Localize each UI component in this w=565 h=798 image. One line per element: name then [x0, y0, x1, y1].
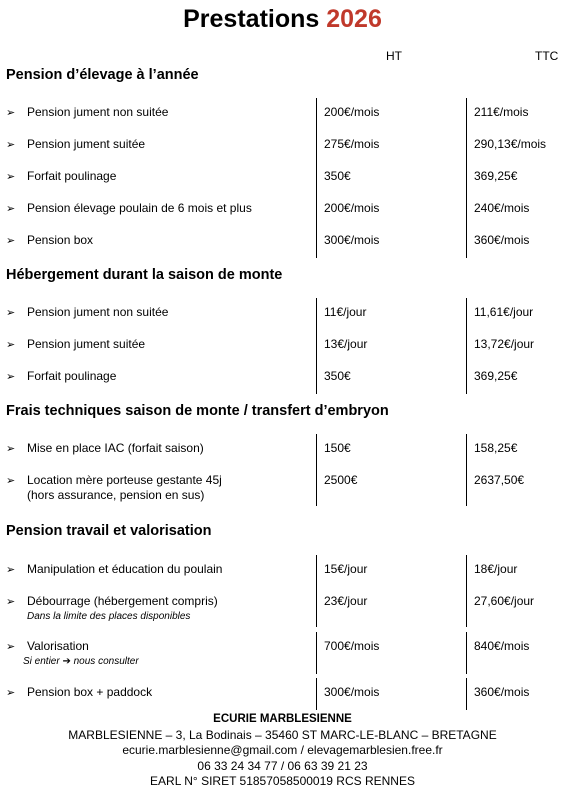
list-item: [0, 434, 565, 466]
price-ttc: 840€/mois: [466, 632, 565, 674]
price-ttc: 369,25€: [466, 162, 565, 194]
page-title: [0, 4, 565, 34]
price-ttc: 13,72€/jour: [466, 330, 565, 362]
item-note: Si entier ➔ nous consulter: [23, 656, 139, 667]
price-ttc: 290,13€/mois: [466, 130, 565, 162]
list-item: [0, 130, 565, 162]
price-ttc: 240€/mois: [466, 194, 565, 226]
arrow-bullet-icon: ➢: [6, 564, 16, 576]
item-label: Forfait poulinage: [27, 369, 117, 383]
price-ttc: 11,61€/jour: [466, 298, 565, 330]
arrow-bullet-icon: ➢: [6, 307, 16, 319]
price-ttc: 360€/mois: [466, 678, 565, 710]
arrow-bullet-icon: ➢: [6, 139, 16, 151]
section-title-hebergement: Hébergement durant la saison de monte: [6, 267, 283, 283]
list-item: [0, 194, 565, 226]
price-ttc: 360€/mois: [466, 226, 565, 258]
item-sublabel: (hors assurance, pension en sus): [27, 488, 205, 502]
list-item: [0, 226, 565, 258]
list-item: [0, 362, 565, 394]
price-ht: 300€/mois: [316, 678, 456, 710]
item-label: Valorisation: [27, 639, 89, 653]
item-label: Pension box: [27, 233, 94, 247]
arrow-bullet-icon: ➢: [6, 641, 16, 653]
price-ht: 23€/jour: [316, 587, 456, 627]
item-note: Dans la limite des places disponibles: [27, 611, 191, 622]
list-item: [0, 678, 565, 710]
item-label: Pension jument non suitée: [27, 105, 169, 119]
price-ht: 13€/jour: [316, 330, 456, 362]
footer-contact: ecurie.marblesienne@gmail.com / elevagemarblesien.free.fr: [122, 743, 443, 758]
arrow-bullet-icon: ➢: [6, 339, 16, 351]
price-ht: 150€: [316, 434, 456, 466]
price-ht: 15€/jour: [316, 555, 456, 587]
column-header-ttc: TTC: [535, 49, 559, 63]
item-label: Mise en place IAC (forfait saison): [27, 441, 204, 455]
title-text: Prestations: [183, 5, 320, 33]
title-year: 2026: [326, 5, 382, 33]
list-item: [0, 466, 565, 506]
price-ttc: 369,25€: [466, 362, 565, 394]
price-ht: 275€/mois: [316, 130, 456, 162]
section-title-pension-elevage: Pension d’élevage à l’année: [6, 67, 199, 83]
price-ttc: 27,60€/jour: [466, 587, 565, 627]
item-label: Pension box + paddock: [27, 685, 153, 699]
arrow-bullet-icon: ➢: [6, 235, 16, 247]
footer: [0, 712, 565, 790]
footer-address: MARBLESIENNE – 3, La Bodinais – 35460 ST MARC-LE-BLANC – BRETAGNE: [68, 727, 497, 742]
item-label: Pension jument suitée: [27, 137, 146, 151]
footer-siret: EARL N° SIRET 51857058500019 RCS RENNES: [150, 774, 415, 789]
item-label: Pension jument non suitée: [27, 305, 169, 319]
price-ht: 350€: [316, 362, 456, 394]
list-item: [0, 98, 565, 130]
price-ttc: 2637,50€: [466, 466, 565, 506]
price-ttc: 211€/mois: [466, 98, 565, 130]
list-item: [0, 555, 565, 587]
arrow-bullet-icon: ➢: [6, 596, 16, 608]
item-label: Pension jument suitée: [27, 337, 146, 351]
price-ttc: 158,25€: [466, 434, 565, 466]
arrow-bullet-icon: ➢: [6, 475, 16, 487]
price-ht: 2500€: [316, 466, 456, 506]
item-label: Forfait poulinage: [27, 169, 117, 183]
arrow-bullet-icon: ➢: [6, 107, 16, 119]
list-item: [0, 298, 565, 330]
list-item: [0, 162, 565, 194]
item-label: Location mère porteuse gestante 45j: [27, 473, 222, 487]
item-label: Pension élevage poulain de 6 mois et plus: [27, 201, 252, 215]
price-ht: 300€/mois: [316, 226, 456, 258]
price-ht: 200€/mois: [316, 194, 456, 226]
price-ht: 350€: [316, 162, 456, 194]
item-label: Manipulation et éducation du poulain: [27, 562, 223, 576]
section-title-frais-techniques: Frais techniques saison de monte / transfert d’embryon: [6, 403, 389, 419]
arrow-bullet-icon: ➢: [6, 203, 16, 215]
section-title-pension-travail: Pension travail et valorisation: [6, 523, 212, 539]
footer-company-name: ECURIE MARBLESIENNE: [213, 713, 352, 725]
arrow-bullet-icon: ➢: [6, 443, 16, 455]
column-header-ht: HT: [386, 49, 402, 63]
price-ht: 11€/jour: [316, 298, 456, 330]
list-item: [0, 632, 565, 674]
arrow-bullet-icon: ➢: [6, 371, 16, 383]
list-item: [0, 330, 565, 362]
arrow-bullet-icon: ➢: [6, 171, 16, 183]
price-ht: 700€/mois: [316, 632, 456, 674]
list-item: [0, 587, 565, 627]
item-label: Débourrage (hébergement compris): [27, 594, 218, 608]
price-ht: 200€/mois: [316, 98, 456, 130]
arrow-bullet-icon: ➢: [6, 687, 16, 699]
price-ttc: 18€/jour: [466, 555, 565, 587]
footer-phones: 06 33 24 34 77 / 06 63 39 21 23: [197, 758, 368, 773]
